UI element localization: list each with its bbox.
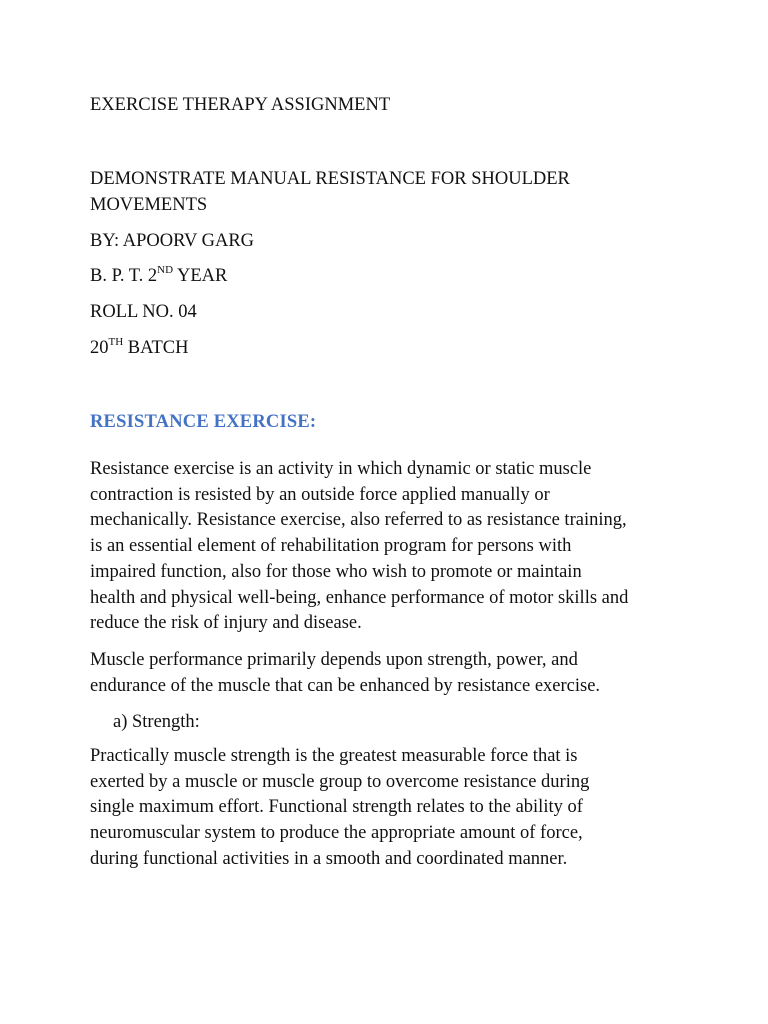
paragraph-line: single maximum effort. Functional strength relates to the ability of [90,797,583,818]
paragraph-line: Muscle performance primarily depends upon strength, power, and [90,650,578,670]
paragraph-line: reduce the risk of injury and disease. [90,613,362,634]
course-prefix: B. P. T. 2 [90,266,158,286]
batch-suffix: BATCH [123,338,189,358]
paragraph-line: is an essential element of rehabilitation program for persons with [90,536,572,557]
paragraph-line: during functional activities in a smooth and coordinated manner. [90,848,568,869]
document-title: EXERCISE THERAPY ASSIGNMENT [90,95,391,115]
paragraph-line: mechanically. Resistance exercise, also referred to as resistance training, [90,510,627,531]
section-heading: RESISTANCE EXERCISE: [90,412,317,432]
paragraph-resistance-exercise [90,457,690,637]
topic-line-1: DEMONSTRATE MANUAL RESISTANCE FOR SHOULDER [90,169,570,189]
course-suffix: YEAR [173,266,228,286]
paragraph-line: Resistance exercise is an activity in which dynamic or static muscle [90,459,592,479]
topic-line-2: MOVEMENTS [90,195,208,215]
paragraph-line: exerted by a muscle or muscle group to overcome resistance during [90,771,590,792]
author-line: BY: APOORV GARG [90,231,255,251]
batch-superscript: TH [108,335,124,348]
paragraph-line: impaired function, also for those who wish to promote or maintain [90,561,582,582]
course-line [90,263,227,289]
paragraph-line: health and physical well-being, enhance performance of motor skills and [90,587,629,608]
list-item-strength: a) Strength: [113,712,200,732]
paragraph-line: Practically muscle strength is the greatest measurable force that is [90,746,578,766]
batch-line [90,335,188,361]
roll-number-line: ROLL NO. 04 [90,302,197,322]
paragraph-line: contraction is resisted by an outside force applied manually or [90,484,550,505]
batch-prefix: 20 [90,338,109,358]
paragraph-muscle-performance [90,648,690,699]
paragraph-line: neuromuscular system to produce the appropriate amount of force, [90,823,583,844]
paragraph-line: endurance of the muscle that can be enhanced by resistance exercise. [90,675,601,696]
course-superscript: ND [157,263,174,276]
paragraph-strength [90,744,690,873]
